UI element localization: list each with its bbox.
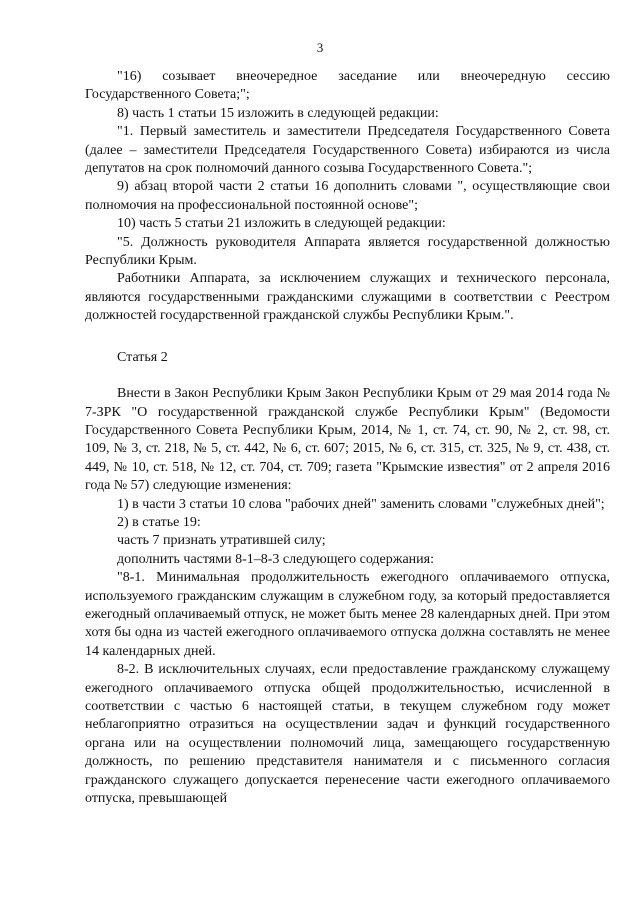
paragraph: "16) созывает внеочередное заседание или внеочередную сессию Государственного Совета;"; xyxy=(85,69,610,103)
paragraph: "5. Должность руководителя Аппарата является государственной должностью Республики Крым. xyxy=(85,234,610,269)
paragraph: 9) абзац второй части 2 статьи 16 дополнить словами ", осуществляющие свои полномочия на профессиональной постоянной основе"; xyxy=(85,179,610,213)
paragraph: "8-1. Минимальная продолжительность ежегодного оплачиваемого отпуска, используемого гражданским служащим в служебном году, за который предоставляется ежегодный оплачиваемый отпуск, не может быть менее 28 календарных дней. При этом хотя бы одна из частей ежегодного оплачиваемого отпуска должна составлять не менее 14 календарных дней. xyxy=(85,570,611,659)
paragraph: "1. Первый заместитель и заместители Председателя Государственного Совета (далее – заместители Председателя Государственного Совета) избираются из числа депутатов на срок полномочий данного созыва Государственного Совета."; xyxy=(85,124,610,177)
paragraph: 8-2. В исключительных случаях, если предоставление гражданскому служащему ежегодного оплачиваемого отпуска общей продолжительностью, исчисленной в соответствии с частью 6 настоящей статьи, в текущем служебном году может неблагоприятно отразиться на осуществлении задач и функций государственного органа или на осуществлении полномочий лица, замещающего государственную должность, по решению представителя нанимателя и с письменного согласия гражданского служащего допускается перенесение части ежегодного оплачиваемого отпуска, превышающей xyxy=(85,662,610,807)
article-heading: Статья 2 xyxy=(117,349,168,365)
document-body xyxy=(85,68,610,808)
paragraph: 1) в части 3 статьи 10 слова "рабочих дней" заменить словами "служебных дней"; xyxy=(117,496,605,512)
paragraph: 8) часть 1 статьи 15 изложить в следующей редакции: xyxy=(117,105,439,121)
paragraph: 10) часть 5 статьи 21 изложить в следующей редакции: xyxy=(117,216,446,232)
page-number: 3 xyxy=(316,40,324,55)
paragraph: дополнить частями 8-1–8-3 следующего содержания: xyxy=(117,551,434,567)
paragraph: Внести в Закон Республики Крым Закон Республики Крым от 29 мая 2014 года № 7-ЗРК "О государственной гражданской службе Республики Крым" (Ведомости Государственного Совета Республики Крым, 2014, № 1, ст. 74, ст. 90, № 2, ст. 98, ст. 109, № 3, ст. 218, № 5, ст. 442, № 6, ст. 607; 2015, № 6, ст. 315, ст. 325, № 9, ст. 438, ст. 449, № 10, ст. 518, № 12, ст. 704, ст. 709; газета "Крымские известия" от 2 апреля 2016 года № 57) следующие изменения: xyxy=(85,386,610,494)
paragraph: 2) в статье 19: xyxy=(117,514,201,530)
paragraph: Работники Аппарата, за исключением служащих и технического персонала, являются государственными гражданскими служащими в соответствии с Реестром должностей государственной гражданской службы Республики Крым.". xyxy=(85,271,610,324)
paragraph: часть 7 признать утратившей силу; xyxy=(117,533,326,549)
